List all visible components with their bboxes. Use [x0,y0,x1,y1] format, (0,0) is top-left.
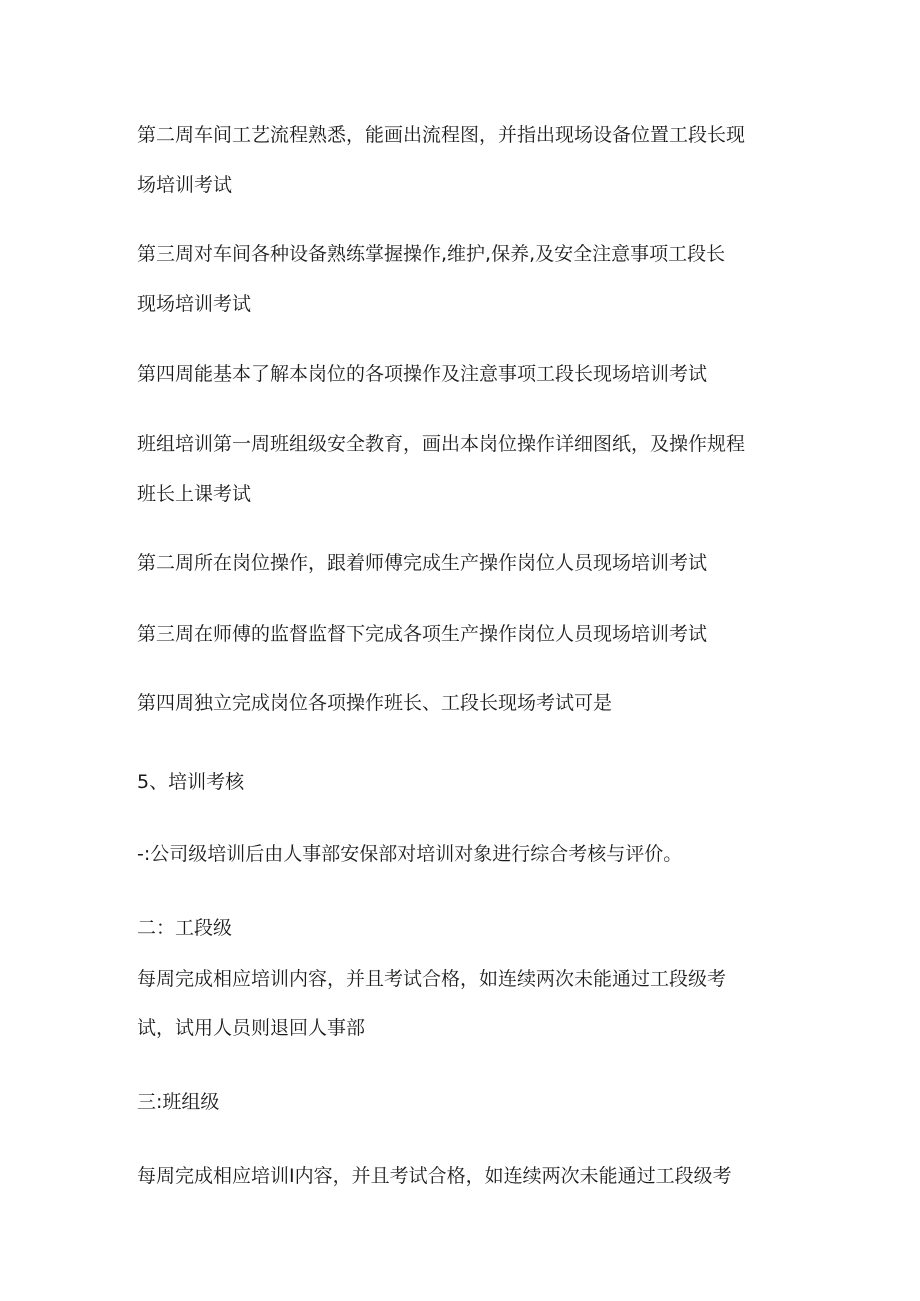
text-line-team-week2: 第二周所在岗位操作，跟着师傅完成生产操作岗位人员现场培训考试 [137,552,708,574]
text-line-company-level: -:公司级培训后由人事部安保部对培训对象进行综合考核与评价。 [137,843,683,865]
text-line-team-week4: 第四周独立完成岗位各项操作班长、工段长现场考试可是 [137,692,613,714]
text-line-team-training-week1-cont: 班长上课考试 [137,483,252,505]
subheading-team-level: 三:班组级 [137,1091,220,1113]
text-line-week4-operations: 第四周能基本了解本岗位的各项操作及注意事项工段长现场培训考试 [137,363,708,385]
text-line-section-level-rule-cont: 试，试用人员则退回人事部 [137,1017,366,1039]
text-line-week2-workshop-process: 第二周车间工艺流程熟悉，能画出流程图，并指出现场设备位置工段长现 [137,124,746,146]
text-line-week2-workshop-process-cont: 场培训考试 [137,174,233,196]
text-line-team-training-week1: 班组培训第一周班组级安全教育，画出本岗位操作详细图纸，及操作规程 [137,433,746,455]
text-line-team-level-rule: 每周完成相应培训I内容，并且考试合格，如连续两次未能通过工段级考 [137,1165,732,1187]
text-line-week3-equipment-cont: 现场培训考试 [137,293,252,315]
section-heading-training-assessment: 5、培训考核 [137,771,245,793]
subheading-section-level: 二：工段级 [137,917,233,939]
text-line-team-week3: 第三周在师傅的监督监督下完成各项生产操作岗位人员现场培训考试 [137,623,708,645]
text-line-section-level-rule: 每周完成相应培训内容，并且考试合格，如连续两次未能通过工段级考 [137,968,727,990]
text-line-week3-equipment: 第三周对车间各种设备熟练掌握操作,维护,保养,及安全注意事项工段长 [137,243,726,265]
